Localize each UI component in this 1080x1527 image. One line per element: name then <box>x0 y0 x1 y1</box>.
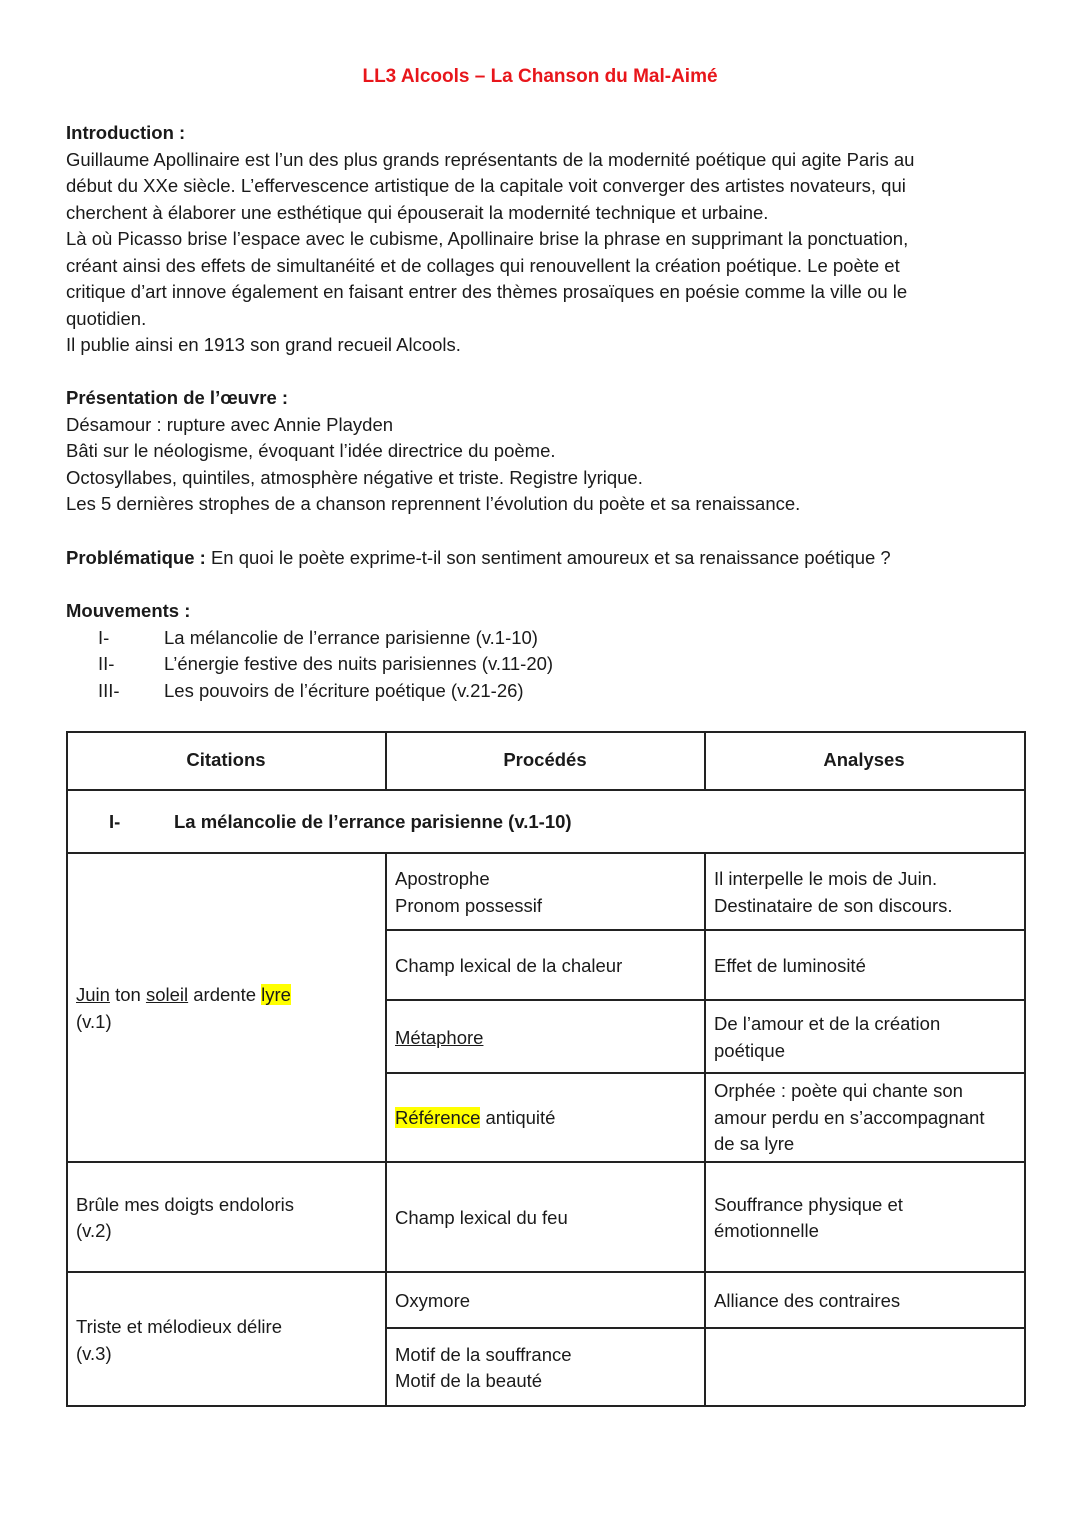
mouvement-text: La mélancolie de l’errance parisienne (v.1-10) <box>164 627 538 648</box>
procede: Pronom possessif <box>395 895 543 916</box>
procede-highlighted: Référence <box>395 1107 481 1128</box>
analyse: Il interpelle le mois de Juin. <box>714 868 938 889</box>
citation-word: ton <box>109 984 146 1005</box>
introduction-line: Guillaume Apollinaire est l’un des plus grands représentants de la modernité poétique qui agite Paris au <box>66 149 915 170</box>
problematique <box>66 545 891 572</box>
analyse: De l’amour et de la création <box>714 1013 941 1034</box>
analyse: poétique <box>714 1040 785 1061</box>
analysis-table <box>66 731 1025 1406</box>
introduction-heading: Introduction : <box>66 122 186 143</box>
table-rule <box>66 731 1025 733</box>
introduction-line: Là où Picasso brise l’espace avec le cubisme, Apollinaire brise la phrase en supprimant la ponctuation, <box>66 228 909 249</box>
presentation-line: Octosyllabes, quintiles, atmosphère négative et triste. Registre lyrique. <box>66 467 643 488</box>
analyse: Destinataire de son discours. <box>714 895 953 916</box>
section-number: I- <box>109 811 121 832</box>
column-header-analyses: Analyses <box>823 749 905 770</box>
introduction-line: critique d’art innove également en faisant entrer des thèmes prosaïques en poésie comme la ville ou le <box>66 281 908 302</box>
mouvement-number: I- <box>98 627 110 648</box>
citation-reference: (v.3) <box>76 1343 112 1364</box>
analyse: Effet de luminosité <box>714 955 866 976</box>
table-rule <box>66 1161 1025 1163</box>
table-rule <box>66 1405 1025 1407</box>
procede-rest: antiquité <box>480 1107 556 1128</box>
page-title: LL3 Alcools – La Chanson du Mal-Aimé <box>362 66 718 87</box>
analyse: Souffrance physique et <box>714 1194 903 1215</box>
mouvement-number: II- <box>98 653 115 674</box>
section-title: La mélancolie de l’errance parisienne (v.1-10) <box>174 811 572 832</box>
citation-word: Juin <box>76 984 110 1005</box>
analyse: amour perdu en s’accompagnant <box>714 1107 985 1128</box>
presentation-heading: Présentation de l’œuvre : <box>66 387 289 408</box>
problematique-label: Problématique : <box>66 547 206 568</box>
analyse: Orphée : poète qui chante son <box>714 1080 963 1101</box>
citation-text: Triste et mélodieux délire <box>76 1316 282 1337</box>
citation-reference: (v.1) <box>76 1011 112 1032</box>
procede: Motif de la souffrance <box>395 1344 572 1365</box>
column-header-procedes: Procédés <box>503 749 587 770</box>
table-rule <box>1024 731 1026 1406</box>
citation-reference: (v.2) <box>76 1220 112 1241</box>
procede: Métaphore <box>395 1027 484 1048</box>
procede: Motif de la beauté <box>395 1370 543 1391</box>
mouvement-text: Les pouvoirs de l’écriture poétique (v.21-26) <box>164 680 524 701</box>
introduction-line: cherchent à élaborer une esthétique qui épouserait la modernité technique et urbaine. <box>66 202 769 223</box>
introduction-line: créant ainsi des effets de simultanéité et de collages qui renouvellent la création poétique. Le poète et <box>66 255 900 276</box>
citation-text: Brûle mes doigts endoloris <box>76 1194 294 1215</box>
citation-word: ardente <box>188 984 262 1005</box>
procede: Champ lexical de la chaleur <box>395 955 623 976</box>
presentation-line: Bâti sur le néologisme, évoquant l’idée directrice du poème. <box>66 440 556 461</box>
problematique-text: En quoi le poète exprime-t-il son sentiment amoureux et sa renaissance poétique ? <box>210 547 891 568</box>
column-header-citations: Citations <box>186 749 266 770</box>
procede: Oxymore <box>395 1290 471 1311</box>
procede: Champ lexical du feu <box>395 1207 568 1228</box>
table-rule <box>704 852 706 1406</box>
citation-text <box>76 982 291 1009</box>
analyse: Alliance des contraires <box>714 1290 901 1311</box>
procede <box>395 1105 555 1132</box>
mouvement-text: L’énergie festive des nuits parisiennes (v.11-20) <box>164 653 554 674</box>
citation-word: soleil <box>145 984 189 1005</box>
table-rule <box>66 731 68 1406</box>
introduction-line: Il publie ainsi en 1913 son grand recueil Alcools. <box>66 334 461 355</box>
presentation-line: Désamour : rupture avec Annie Playden <box>66 414 394 435</box>
analyse: de sa lyre <box>714 1133 795 1154</box>
mouvements-heading: Mouvements : <box>66 600 191 621</box>
table-rule <box>66 852 1025 854</box>
mouvement-number: III- <box>98 680 120 701</box>
introduction-line: début du XXe siècle. L’effervescence artistique de la capitale voit converger des artistes novateurs, qui <box>66 175 906 196</box>
introduction-line: quotidien. <box>66 308 147 329</box>
presentation-line: Les 5 dernières strophes de a chanson reprennent l’évolution du poète et sa renaissance. <box>66 493 801 514</box>
table-rule <box>385 852 387 1406</box>
table-rule <box>66 1271 1025 1273</box>
procede: Apostrophe <box>395 868 490 889</box>
table-rule <box>66 789 1025 791</box>
citation-word-highlighted: lyre <box>261 984 291 1005</box>
analyse: émotionnelle <box>714 1220 819 1241</box>
